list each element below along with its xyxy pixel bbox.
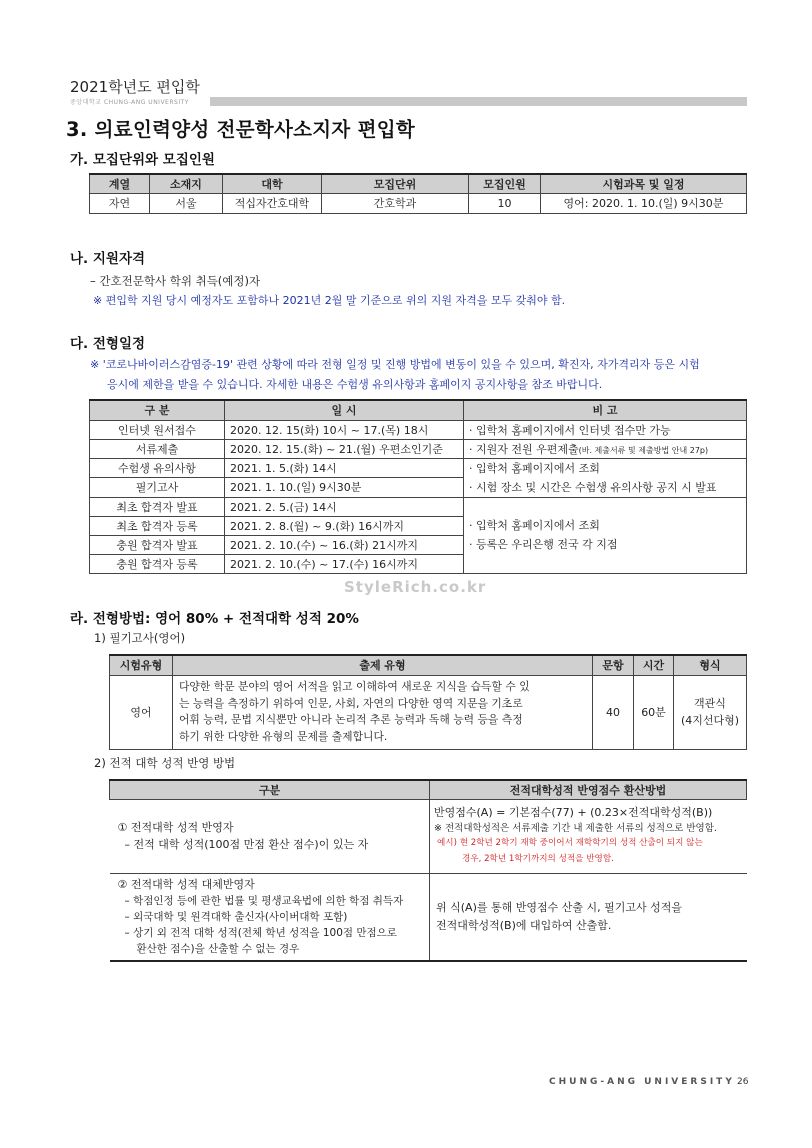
- col-header: 시험유형: [110, 655, 173, 675]
- section-d-heading: 라. 전형방법: 영어 80% + 전적대학 성적 20%: [70, 611, 359, 627]
- grade-example: 예시) 현 2학년 2학기 재학 중이어서 재학학기의 성적 산출이 되지 않는: [437, 838, 703, 848]
- cell: 2021. 1. 10.(일) 9시30분: [225, 478, 464, 498]
- cell: 필기고사: [90, 478, 225, 498]
- section-c-heading: 다. 전형일정: [70, 336, 146, 352]
- cell: [464, 439, 747, 458]
- col-header: 출제 유형: [173, 655, 593, 675]
- remark-small-text: (바. 제출서류 및 제출방법 안내 27p): [578, 445, 709, 455]
- cell: 60분: [634, 675, 674, 749]
- cell: 10: [469, 193, 541, 213]
- header-bar: [210, 97, 747, 106]
- recruitment-table: [89, 173, 747, 214]
- exam-desc-line: 다양한 학문 분야의 영어 서적을 읽고 이해하여 새로운 지식을 습득할 수 있: [179, 680, 530, 693]
- cell: 2021. 2. 10.(수) ~ 17.(수) 16시까지: [225, 554, 464, 573]
- col-header: 대학: [223, 174, 322, 193]
- table-row: [90, 458, 747, 478]
- grade-left-line: – 전적 대학 성적(100점 만점 환산 점수)이 있는 자: [124, 838, 369, 851]
- cell: 충원 합격자 발표: [90, 535, 225, 554]
- header-year-title: 2021학년도 편입학: [70, 78, 200, 96]
- grade-formula: 반영점수(A) = 기본점수(77) + (0.23×전적대학성적(B)): [434, 806, 713, 819]
- cell: [464, 458, 747, 497]
- cell: 자연: [90, 193, 150, 213]
- col-header: 시험과목 및 일정: [541, 174, 747, 193]
- footer-university: CHUNG-ANG UNIVERSITY: [549, 1077, 735, 1087]
- cell: 2021. 2. 5.(금) 14시: [225, 497, 464, 516]
- eligibility-line: – 간호전문학사 학위 취득(예정)자: [90, 274, 261, 288]
- grade-example: 경우, 2학년 1학기까지의 성적을 반영함.: [462, 853, 614, 864]
- remark-text: · 등록은 우리은행 전국 각 지점: [469, 538, 618, 551]
- table-row: [110, 799, 747, 873]
- col-header: 모집단위: [322, 174, 469, 193]
- cell: [110, 873, 430, 961]
- grade-table: [109, 779, 747, 962]
- exam-desc-line: 는 능력을 측정하기 위하여 인문, 사회, 자연의 다양한 영역 지문을 기초로: [179, 696, 523, 710]
- col-header: 계열: [90, 174, 150, 193]
- schedule-note-line1: ※ '코로나바이러스감염증-19' 관련 상황에 따라 전형 일정 및 진행 방법에 변동이 있을 수 있으며, 확진자, 자가격리자 등은 시험: [90, 358, 700, 371]
- grade-left-line: – 학점인정 등에 관한 법률 및 평생교육법에 의한 학점 취득자: [124, 894, 404, 907]
- cell: [674, 675, 747, 749]
- cell: 2020. 12. 15.(화) ~ 21.(월) 우편소인기준: [225, 439, 464, 458]
- header-university-small: 중앙대학교 CHUNG-ANG UNIVERSITY: [70, 99, 189, 106]
- table-row: [90, 193, 747, 213]
- exam-table: [109, 654, 747, 750]
- page-number: 26: [737, 1077, 749, 1087]
- subsection-grade: 2) 전적 대학 성적 반영 방법: [94, 756, 236, 770]
- cell: 2021. 2. 8.(월) ~ 9.(화) 16시까지: [225, 516, 464, 535]
- col-header: 구분: [110, 780, 430, 799]
- cell: 서류제출: [90, 439, 225, 458]
- table-row: [110, 675, 747, 749]
- col-header: 형식: [674, 655, 747, 675]
- cell: [430, 873, 747, 961]
- exam-desc-line: 어휘 능력, 문법 지식뿐만 아니라 논리적 추론 능력과 독해 능력 등을 측정: [179, 713, 523, 726]
- grade-note: ※ 전적대학성적은 서류제출 기간 내 제출한 서류의 성적으로 반영함.: [434, 822, 717, 834]
- schedule-note-line2: 응시에 제한을 받을 수 있습니다. 자세한 내용은 수험생 유의사항과 홈페이지 공지사항을 참조 바랍니다.: [107, 378, 603, 391]
- cell: [464, 497, 747, 573]
- col-header: 전적대학성적 반영점수 환산방법: [430, 780, 747, 799]
- cell: 40: [593, 675, 634, 749]
- page-title: 3. 의료인력양성 전문학사소지자 편입학: [66, 118, 416, 141]
- table-row: [110, 873, 747, 961]
- eligibility-note: ※ 편입학 지원 당시 예정자도 포함하나 2021년 2월 말 기준으로 위의 지원 자격을 모두 갖춰야 함.: [93, 294, 566, 307]
- grade-left-line: – 상기 외 전적 대학 성적(전체 학년 성적을 100점 만점으로: [124, 926, 397, 939]
- cell: 영어: [110, 675, 173, 749]
- table-row: [90, 420, 747, 439]
- col-header: 모집인원: [469, 174, 541, 193]
- col-header: 시간: [634, 655, 674, 675]
- cell: 최초 합격자 등록: [90, 516, 225, 535]
- remark-text: · 지원자 전원 우편제출: [469, 442, 579, 456]
- format-line: (4지선다형): [680, 714, 740, 727]
- watermark: StyleRich.co.kr: [344, 578, 487, 596]
- grade-left-line: – 외국대학 및 원격대학 출신자(사이버대학 포함): [124, 910, 348, 923]
- table-row: [90, 497, 747, 516]
- section-a-heading: 가. 모집단위와 모집인원: [70, 152, 215, 168]
- cell: 2020. 12. 15(화) 10시 ~ 17.(목) 18시: [225, 420, 464, 439]
- subsection-exam: 1) 필기고사(영어): [94, 631, 186, 645]
- grade-left-line: ① 전적대학 성적 반영자: [117, 821, 234, 834]
- col-header: 구 분: [90, 400, 225, 420]
- cell: · 입학처 홈페이지에서 인터넷 접수만 가능: [464, 420, 747, 439]
- col-header: 문항: [593, 655, 634, 675]
- cell: 간호학과: [322, 193, 469, 213]
- exam-desc-line: 하기 위한 다양한 유형의 문제를 출제합니다.: [179, 729, 388, 743]
- col-header: 일 시: [225, 400, 464, 420]
- remark-text: · 입학처 홈페이지에서 조회: [469, 461, 600, 475]
- cell: [173, 675, 593, 749]
- cell: 영어: 2020. 1. 10.(일) 9시30분: [541, 193, 747, 213]
- cell: 2021. 2. 10.(수) ~ 16.(화) 21시까지: [225, 535, 464, 554]
- col-header: 소재지: [150, 174, 223, 193]
- cell: [110, 799, 430, 873]
- grade-left-line: ② 전적대학 성적 대체반영자: [117, 877, 255, 891]
- remark-text: · 입학처 홈페이지에서 조회: [469, 519, 600, 532]
- table-row: [90, 439, 747, 458]
- col-header: 비 고: [464, 400, 747, 420]
- cell: 충원 합격자 등록: [90, 554, 225, 573]
- cell: [430, 799, 747, 873]
- cell: 적십자간호대학: [223, 193, 322, 213]
- remark-text: · 시험 장소 및 시간은 수험생 유의사항 공지 시 발표: [469, 480, 717, 494]
- grade-right-line: 위 식(A)를 통해 반영점수 산출 시, 필기고사 성적을: [436, 900, 682, 914]
- cell: 수험생 유의사항: [90, 458, 225, 478]
- cell: 최초 합격자 발표: [90, 497, 225, 516]
- cell: 2021. 1. 5.(화) 14시: [225, 458, 464, 478]
- cell: 서울: [150, 193, 223, 213]
- schedule-table: [89, 399, 747, 574]
- grade-left-line: 환산한 점수)을 산출할 수 없는 경우: [136, 942, 300, 955]
- cell: 인터넷 원서접수: [90, 420, 225, 439]
- section-b-heading: 나. 지원자격: [70, 251, 146, 267]
- format-line: 객관식: [694, 697, 726, 710]
- grade-right-line: 전적대학성적(B)에 대입하여 산출함.: [436, 918, 612, 932]
